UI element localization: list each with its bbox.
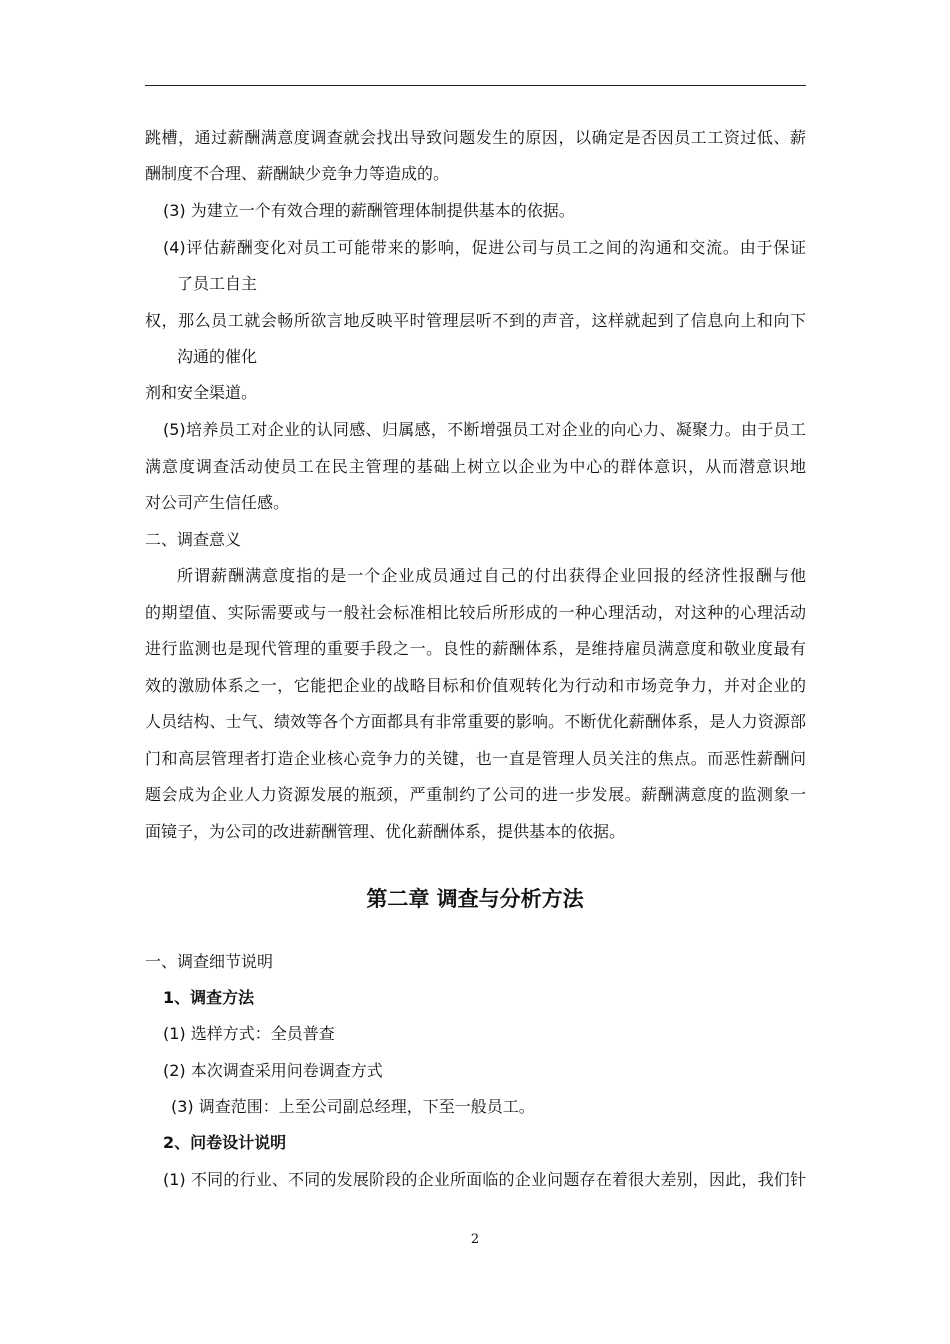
page-number: 2 bbox=[470, 1232, 480, 1247]
paragraph-first-line: 所谓薪酬满意度指的是一个企业成员通过自己的付出获得企业回报的经济性报酬与他 bbox=[177, 566, 806, 585]
body-line: 权，那么员工就会畅所欲言地反映平时管理层听不到的声音，这样就起到了信息向上和向下 bbox=[145, 311, 806, 330]
body-line: 门和高层管理者打造企业核心竞争力的关键，也一直是管理人员关注的焦点。而恶性薪酬问 bbox=[145, 749, 806, 768]
body-line: 满意度调查活动使员工在民主管理的基础上树立以企业为中心的群体意识，从而潜意识地 bbox=[145, 457, 806, 476]
body-line: 对公司产生信任感。 bbox=[145, 493, 290, 512]
list-item: (2) 本次调查采用问卷调查方式 bbox=[163, 1061, 383, 1080]
list-item: (4)评估薪酬变化对员工可能带来的影响，促进公司与员工之间的沟通和交流。由于保证 bbox=[163, 238, 806, 257]
body-line: 剂和安全渠道。 bbox=[145, 383, 258, 402]
list-item: (1) 不同的行业、不同的发展阶段的企业所面临的企业问题存在着很大差别，因此，我们针 bbox=[163, 1170, 806, 1189]
body-line: 跳槽，通过薪酬满意度调查就会找出导致问题发生的原因，以确定是否因员工工资过低、薪 bbox=[145, 128, 806, 147]
section-heading: 一、调查细节说明 bbox=[145, 952, 274, 971]
chapter-title: 第二章 调查与分析方法 bbox=[366, 887, 584, 911]
body-line: 酬制度不合理、薪酬缺少竞争力等造成的。 bbox=[145, 164, 450, 183]
body-line: 的期望值、实际需要或与一般社会标准相比较后所形成的一种心理活动，对这种的心理活动 bbox=[145, 603, 806, 622]
list-item: (3) 为建立一个有效合理的薪酬管理体制提供基本的依据。 bbox=[163, 201, 575, 220]
list-item: (5)培养员工对企业的认同感、归属感，不断增强员工对企业的向心力、凝聚力。由于员工 bbox=[163, 420, 806, 439]
body-line: 进行监测也是现代管理的重要手段之一。良性的薪酬体系，是维持雇员满意度和敬业度最有 bbox=[145, 639, 806, 658]
subsection-heading: 1、调查方法 bbox=[163, 988, 255, 1007]
body-line: 题会成为企业人力资源发展的瓶颈，严重制约了公司的进一步发展。薪酬满意度的监测象一 bbox=[145, 785, 806, 804]
body-line: 效的激励体系之一，它能把企业的战略目标和价值观转化为行动和市场竞争力，并对企业的 bbox=[145, 676, 806, 695]
list-item: (1) 选样方式：全员普查 bbox=[163, 1024, 335, 1043]
section-heading: 二、调查意义 bbox=[145, 530, 242, 549]
list-item: (3) 调查范围：上至公司副总经理，下至一般员工。 bbox=[171, 1097, 535, 1116]
body-line: 沟通的催化 bbox=[177, 347, 258, 366]
subsection-heading: 2、问卷设计说明 bbox=[163, 1133, 287, 1152]
body-line: 了员工自主 bbox=[177, 274, 258, 293]
body-line: 面镜子，为公司的改进薪酬管理、优化薪酬体系，提供基本的依据。 bbox=[145, 822, 626, 841]
header-rule bbox=[145, 85, 806, 86]
body-line: 人员结构、士气、绩效等各个方面都具有非常重要的影响。不断优化薪酬体系，是人力资源部 bbox=[145, 712, 806, 731]
